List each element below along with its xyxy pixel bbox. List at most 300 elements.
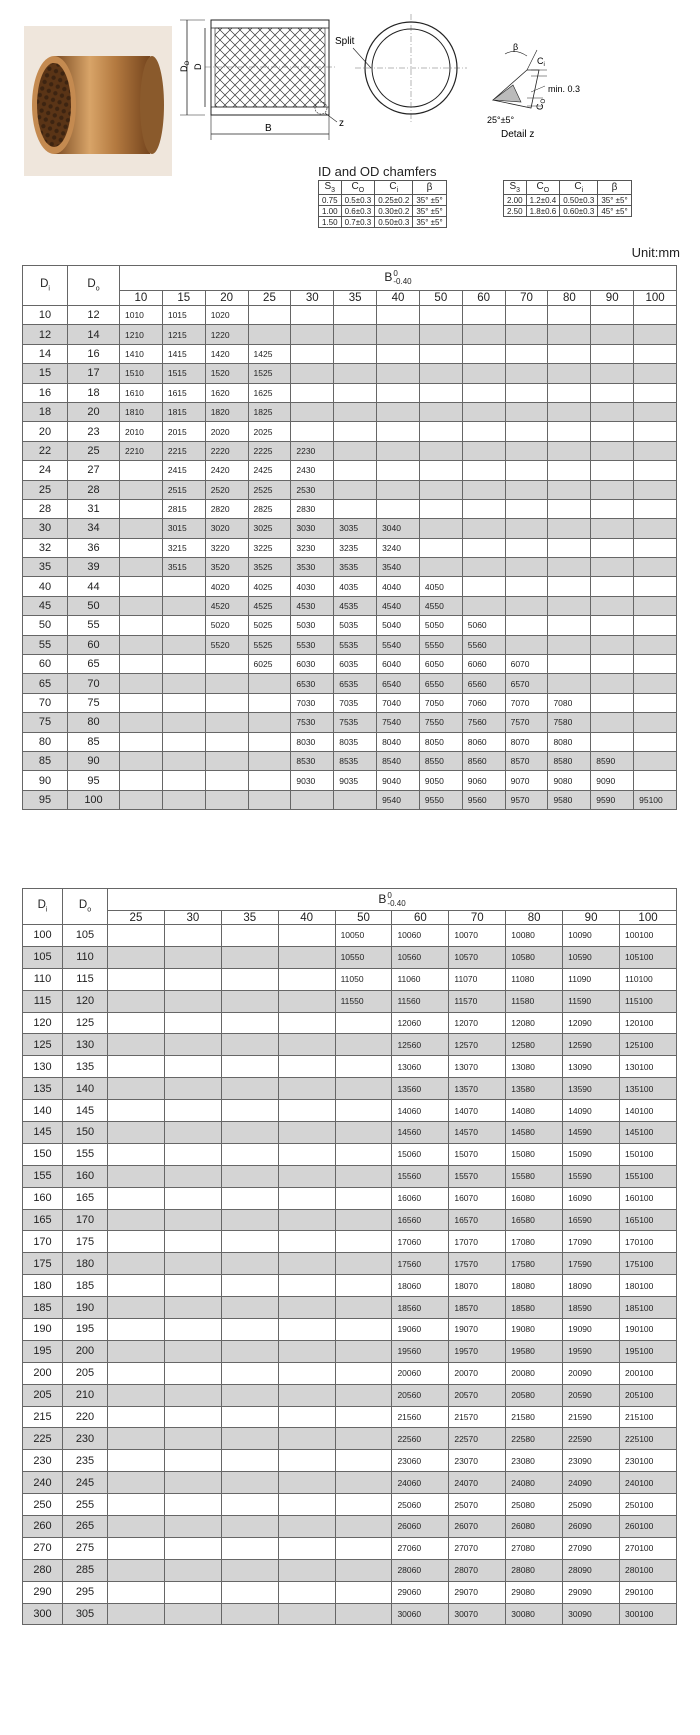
part-code-cell: 8570 xyxy=(505,751,548,770)
table-row xyxy=(23,383,677,402)
part-code-cell: 1820 xyxy=(205,402,248,421)
di-cell: 300 xyxy=(23,1603,63,1625)
di-cell: 155 xyxy=(23,1165,63,1187)
part-code-cell xyxy=(505,635,548,654)
part-code-cell xyxy=(634,383,677,402)
part-code-cell: 19090 xyxy=(563,1319,620,1341)
b-value-header: 50 xyxy=(335,911,392,925)
part-code-cell: 17080 xyxy=(506,1231,563,1253)
part-code-cell: 19570 xyxy=(449,1340,506,1362)
part-code-cell xyxy=(205,790,248,809)
part-code-cell xyxy=(221,1056,278,1078)
part-code-cell: 24090 xyxy=(563,1472,620,1494)
part-code-cell xyxy=(164,1537,221,1559)
part-code-cell xyxy=(278,1253,335,1275)
part-code-cell: 11570 xyxy=(449,990,506,1012)
part-code-cell xyxy=(548,344,591,363)
do-cell: 150 xyxy=(63,1122,108,1144)
table-row xyxy=(23,519,677,538)
part-code-cell: 18060 xyxy=(392,1275,449,1297)
part-code-cell xyxy=(419,461,462,480)
part-code-cell xyxy=(221,990,278,1012)
part-code-cell xyxy=(108,1406,165,1428)
part-code-cell: 12590 xyxy=(563,1034,620,1056)
part-code-cell: 135100 xyxy=(620,1078,677,1100)
part-code-cell: 30080 xyxy=(506,1603,563,1625)
table-row xyxy=(23,946,677,968)
b-value-header: 40 xyxy=(377,290,420,305)
di-cell: 70 xyxy=(23,693,68,712)
part-code-cell xyxy=(221,1450,278,1472)
part-code-cell xyxy=(108,1516,165,1538)
part-code-cell: 17570 xyxy=(449,1253,506,1275)
part-code-cell xyxy=(162,693,205,712)
do-cell: 265 xyxy=(63,1516,108,1538)
part-code-cell xyxy=(548,499,591,518)
part-code-cell xyxy=(334,402,377,421)
part-code-cell: 200100 xyxy=(620,1362,677,1384)
part-code-cell xyxy=(278,1297,335,1319)
di-cell: 170 xyxy=(23,1231,63,1253)
part-code-cell: 8580 xyxy=(548,751,591,770)
part-code-cell xyxy=(419,499,462,518)
do-cell: 205 xyxy=(63,1362,108,1384)
part-code-cell xyxy=(248,732,291,751)
part-code-cell: 10050 xyxy=(335,924,392,946)
header-beta: β xyxy=(413,181,446,195)
b-value-header: 50 xyxy=(419,290,462,305)
part-code-cell: 2220 xyxy=(205,441,248,460)
part-code-cell xyxy=(419,480,462,499)
b-value-header: 70 xyxy=(505,290,548,305)
part-code-cell: 1010 xyxy=(120,305,163,324)
part-code-cell: 105100 xyxy=(620,946,677,968)
part-code-cell: 160100 xyxy=(620,1187,677,1209)
di-cell: 75 xyxy=(23,713,68,732)
table-row xyxy=(23,538,677,557)
part-code-cell: 5530 xyxy=(291,635,334,654)
part-code-cell: 14580 xyxy=(506,1122,563,1144)
b-value-header: 35 xyxy=(221,911,278,925)
part-code-cell: 8590 xyxy=(591,751,634,770)
part-code-cell xyxy=(120,655,163,674)
part-code-cell xyxy=(278,1187,335,1209)
part-code-cell: 3540 xyxy=(377,558,420,577)
part-code-cell: 3215 xyxy=(162,538,205,557)
part-code-cell xyxy=(505,480,548,499)
part-code-cell xyxy=(278,1603,335,1625)
part-code-cell xyxy=(291,344,334,363)
part-code-cell: 1610 xyxy=(120,383,163,402)
part-code-cell xyxy=(108,1100,165,1122)
part-code-cell: 7540 xyxy=(377,713,420,732)
part-code-cell: 12560 xyxy=(392,1034,449,1056)
part-code-cell xyxy=(505,305,548,324)
part-code-cell: 22590 xyxy=(563,1428,620,1450)
part-code-cell: 260100 xyxy=(620,1516,677,1538)
part-code-cell xyxy=(221,1253,278,1275)
part-code-cell: 10550 xyxy=(335,946,392,968)
part-code-cell xyxy=(248,325,291,344)
part-code-cell: 15570 xyxy=(449,1165,506,1187)
part-code-cell xyxy=(108,924,165,946)
part-code-cell: 195100 xyxy=(620,1340,677,1362)
part-code-cell xyxy=(334,325,377,344)
part-code-cell: 4550 xyxy=(419,596,462,615)
do-cell: 235 xyxy=(63,1450,108,1472)
part-code-cell: 7070 xyxy=(505,693,548,712)
b-value-header: 30 xyxy=(291,290,334,305)
part-code-cell: 28080 xyxy=(506,1559,563,1581)
b-value-header: 70 xyxy=(449,911,506,925)
di-cell: 150 xyxy=(23,1143,63,1165)
part-code-cell: 21580 xyxy=(506,1406,563,1428)
do-cell: 28 xyxy=(68,480,120,499)
di-cell: 120 xyxy=(23,1012,63,1034)
table-row xyxy=(23,1297,677,1319)
di-cell: 65 xyxy=(23,674,68,693)
part-code-cell: 1425 xyxy=(248,344,291,363)
part-code-cell: 140100 xyxy=(620,1100,677,1122)
part-code-cell: 6570 xyxy=(505,674,548,693)
part-code-cell: 12070 xyxy=(449,1012,506,1034)
table-header-row xyxy=(23,889,677,911)
part-code-cell: 1015 xyxy=(162,305,205,324)
do-cell: 14 xyxy=(68,325,120,344)
detail-label: Detail z xyxy=(501,129,535,140)
table-row xyxy=(23,1100,677,1122)
do-cell: 145 xyxy=(63,1100,108,1122)
di-cell: 115 xyxy=(23,990,63,1012)
part-code-cell xyxy=(505,596,548,615)
part-code-cell xyxy=(334,480,377,499)
part-code-cell xyxy=(120,461,163,480)
part-code-cell xyxy=(120,538,163,557)
part-code-cell: 190100 xyxy=(620,1319,677,1341)
part-code-cell xyxy=(162,577,205,596)
part-code-cell: 7035 xyxy=(334,693,377,712)
part-code-cell: 15590 xyxy=(563,1165,620,1187)
part-code-cell xyxy=(221,1122,278,1144)
part-code-cell: 4035 xyxy=(334,577,377,596)
part-code-cell: 13070 xyxy=(449,1056,506,1078)
part-code-cell xyxy=(548,441,591,460)
part-code-cell xyxy=(591,693,634,712)
part-code-cell xyxy=(419,325,462,344)
part-code-cell xyxy=(108,1165,165,1187)
part-code-cell xyxy=(221,946,278,968)
di-cell: 80 xyxy=(23,732,68,751)
header-ci: $C_i$ xyxy=(375,181,413,195)
part-code-cell xyxy=(278,1143,335,1165)
part-code-cell: 7060 xyxy=(462,693,505,712)
part-code-cell: 6550 xyxy=(419,674,462,693)
part-code-cell xyxy=(278,1581,335,1603)
part-code-cell xyxy=(634,519,677,538)
part-code-cell xyxy=(108,990,165,1012)
part-code-cell xyxy=(548,383,591,402)
part-code-cell xyxy=(120,732,163,751)
unit-label: Unit:mm xyxy=(631,245,680,260)
table-row xyxy=(23,596,677,615)
part-code-cell: 25060 xyxy=(392,1494,449,1516)
part-code-cell xyxy=(164,1362,221,1384)
part-code-cell: 17560 xyxy=(392,1253,449,1275)
part-code-cell: 13060 xyxy=(392,1056,449,1078)
part-code-cell: 250100 xyxy=(620,1494,677,1516)
part-code-cell: 11580 xyxy=(506,990,563,1012)
part-code-cell xyxy=(120,693,163,712)
part-code-cell xyxy=(591,422,634,441)
di-cell: 55 xyxy=(23,635,68,654)
part-code-cell xyxy=(462,558,505,577)
part-code-cell: 11550 xyxy=(335,990,392,1012)
di-cell: 32 xyxy=(23,538,68,557)
part-code-cell xyxy=(505,461,548,480)
part-code-cell xyxy=(634,305,677,324)
part-code-cell xyxy=(291,305,334,324)
do-cell: 60 xyxy=(68,635,120,654)
part-code-cell xyxy=(221,1100,278,1122)
b-value-header: 80 xyxy=(506,911,563,925)
part-code-cell xyxy=(162,790,205,809)
part-code-cell: 16580 xyxy=(506,1209,563,1231)
part-code-cell: 4530 xyxy=(291,596,334,615)
do-cell: 20 xyxy=(68,402,120,421)
part-code-cell xyxy=(120,674,163,693)
part-code-cell xyxy=(505,519,548,538)
do-cell: 160 xyxy=(63,1165,108,1187)
do-header: $D_o$ xyxy=(63,889,108,925)
part-code-cell xyxy=(205,751,248,770)
part-code-cell xyxy=(591,344,634,363)
di-cell: 180 xyxy=(23,1275,63,1297)
part-code-cell: 300100 xyxy=(620,1603,677,1625)
part-code-cell: 225100 xyxy=(620,1428,677,1450)
part-code-cell: 15580 xyxy=(506,1165,563,1187)
part-code-cell xyxy=(548,558,591,577)
part-code-cell: 3240 xyxy=(377,538,420,557)
part-code-cell: 4525 xyxy=(248,596,291,615)
part-code-cell: 2425 xyxy=(248,461,291,480)
part-code-cell xyxy=(164,1253,221,1275)
part-code-cell xyxy=(164,1100,221,1122)
d-label: D xyxy=(193,63,203,70)
di-cell: 14 xyxy=(23,344,68,363)
part-code-cell: 9590 xyxy=(591,790,634,809)
part-code-cell: 30060 xyxy=(392,1603,449,1625)
part-code-cell xyxy=(548,364,591,383)
part-code-cell: 13560 xyxy=(392,1078,449,1100)
part-code-cell xyxy=(278,1494,335,1516)
part-code-cell: 19070 xyxy=(449,1319,506,1341)
part-code-cell xyxy=(548,538,591,557)
part-code-cell: 23090 xyxy=(563,1450,620,1472)
table-row xyxy=(23,1450,677,1472)
part-code-cell: 20570 xyxy=(449,1384,506,1406)
part-code-cell xyxy=(419,558,462,577)
part-code-cell: 27090 xyxy=(563,1537,620,1559)
part-code-cell xyxy=(164,1516,221,1538)
part-code-cell: 21560 xyxy=(392,1406,449,1428)
part-code-cell: 20080 xyxy=(506,1362,563,1384)
part-code-cell xyxy=(164,990,221,1012)
part-code-cell xyxy=(505,383,548,402)
part-code-cell: 25080 xyxy=(506,1494,563,1516)
part-code-cell xyxy=(278,1012,335,1034)
part-code-cell xyxy=(164,1056,221,1078)
part-code-cell: 19580 xyxy=(506,1340,563,1362)
part-code-cell: 1620 xyxy=(205,383,248,402)
di-cell: 290 xyxy=(23,1581,63,1603)
part-code-cell xyxy=(108,1603,165,1625)
part-code-cell xyxy=(462,422,505,441)
part-code-cell xyxy=(505,577,548,596)
part-code-cell: 8550 xyxy=(419,751,462,770)
di-cell: 110 xyxy=(23,968,63,990)
table-row xyxy=(23,1559,677,1581)
part-code-cell: 18080 xyxy=(506,1275,563,1297)
part-code-cell xyxy=(221,1581,278,1603)
part-code-cell: 10060 xyxy=(392,924,449,946)
part-code-cell: 23070 xyxy=(449,1450,506,1472)
part-code-cell: 10570 xyxy=(449,946,506,968)
part-code-cell xyxy=(221,1209,278,1231)
part-code-cell xyxy=(164,1319,221,1341)
part-code-cell xyxy=(634,655,677,674)
do-cell: 255 xyxy=(63,1494,108,1516)
part-code-cell xyxy=(291,383,334,402)
part-code-cell: 17070 xyxy=(449,1231,506,1253)
do-cell: 85 xyxy=(68,732,120,751)
part-code-cell xyxy=(548,655,591,674)
part-code-cell: 21590 xyxy=(563,1406,620,1428)
table-row xyxy=(23,1143,677,1165)
part-code-cell xyxy=(634,441,677,460)
part-code-cell: 6040 xyxy=(377,655,420,674)
b-values-row xyxy=(23,911,677,925)
part-code-cell: 9050 xyxy=(419,771,462,790)
part-code-cell xyxy=(120,577,163,596)
part-code-cell xyxy=(462,499,505,518)
part-code-cell: 8060 xyxy=(462,732,505,751)
part-code-cell: 120100 xyxy=(620,1012,677,1034)
do-cell: 18 xyxy=(68,383,120,402)
part-code-cell xyxy=(108,1340,165,1362)
part-code-cell: 240100 xyxy=(620,1472,677,1494)
part-code-cell xyxy=(462,461,505,480)
part-code-cell: 4050 xyxy=(419,577,462,596)
part-code-cell xyxy=(334,790,377,809)
part-code-cell xyxy=(335,1384,392,1406)
part-code-cell: 4520 xyxy=(205,596,248,615)
part-code-cell xyxy=(120,596,163,615)
part-code-cell: 11590 xyxy=(563,990,620,1012)
part-code-cell xyxy=(248,693,291,712)
part-code-cell xyxy=(205,771,248,790)
part-code-cell xyxy=(505,441,548,460)
part-code-cell: 125100 xyxy=(620,1034,677,1056)
part-code-cell: 12580 xyxy=(506,1034,563,1056)
part-code-cell xyxy=(108,1450,165,1472)
part-code-cell xyxy=(120,771,163,790)
part-code-cell: 150100 xyxy=(620,1143,677,1165)
part-code-cell: 10080 xyxy=(506,924,563,946)
part-code-cell: 1525 xyxy=(248,364,291,383)
part-code-cell xyxy=(164,1406,221,1428)
part-code-cell xyxy=(335,1297,392,1319)
part-code-cell: 3230 xyxy=(291,538,334,557)
part-code-cell: 16060 xyxy=(392,1187,449,1209)
part-code-cell: 5520 xyxy=(205,635,248,654)
part-code-cell xyxy=(221,1319,278,1341)
table-row xyxy=(23,1275,677,1297)
part-code-cell: 25070 xyxy=(449,1494,506,1516)
part-code-cell: 29080 xyxy=(506,1581,563,1603)
part-code-cell: 1020 xyxy=(205,305,248,324)
part-code-cell xyxy=(278,1472,335,1494)
part-code-cell: 14570 xyxy=(449,1122,506,1144)
part-code-cell xyxy=(108,1056,165,1078)
part-code-cell xyxy=(335,1537,392,1559)
di-cell: 10 xyxy=(23,305,68,324)
part-code-cell: 1510 xyxy=(120,364,163,383)
part-code-cell xyxy=(164,1559,221,1581)
part-code-cell: 4540 xyxy=(377,596,420,615)
part-code-cell: 185100 xyxy=(620,1297,677,1319)
part-code-cell: 10560 xyxy=(392,946,449,968)
part-code-cell xyxy=(205,693,248,712)
do-cell: 27 xyxy=(68,461,120,480)
part-code-cell: 10070 xyxy=(449,924,506,946)
chamfer-cell: 0.7±0.3 xyxy=(341,217,375,228)
part-code-cell xyxy=(591,499,634,518)
table-row xyxy=(23,655,677,674)
table-row xyxy=(23,1537,677,1559)
part-code-cell xyxy=(164,968,221,990)
table-row xyxy=(23,1209,677,1231)
part-code-cell: 23080 xyxy=(506,1450,563,1472)
part-code-cell: 13580 xyxy=(506,1078,563,1100)
part-code-cell xyxy=(120,499,163,518)
part-code-cell: 6025 xyxy=(248,655,291,674)
part-code-cell: 20090 xyxy=(563,1362,620,1384)
part-code-cell xyxy=(278,1537,335,1559)
part-code-cell xyxy=(548,674,591,693)
part-code-cell xyxy=(205,713,248,732)
di-cell: 50 xyxy=(23,616,68,635)
part-code-cell: 2420 xyxy=(205,461,248,480)
b-value-header: 100 xyxy=(620,911,677,925)
di-cell: 60 xyxy=(23,655,68,674)
part-code-cell xyxy=(548,325,591,344)
part-code-cell xyxy=(462,325,505,344)
part-code-cell: 15060 xyxy=(392,1143,449,1165)
part-code-cell xyxy=(335,1187,392,1209)
part-code-cell xyxy=(205,732,248,751)
part-code-cell xyxy=(164,1384,221,1406)
part-code-cell: 15090 xyxy=(563,1143,620,1165)
do-cell: 100 xyxy=(68,790,120,809)
chamfer-cell: 35° ±5° xyxy=(413,217,446,228)
table-row xyxy=(23,441,677,460)
part-code-cell: 5020 xyxy=(205,616,248,635)
part-code-cell: 30070 xyxy=(449,1603,506,1625)
part-code-cell: 9570 xyxy=(505,790,548,809)
table-row xyxy=(23,674,677,693)
part-code-cell xyxy=(162,732,205,751)
part-code-cell: 19060 xyxy=(392,1319,449,1341)
